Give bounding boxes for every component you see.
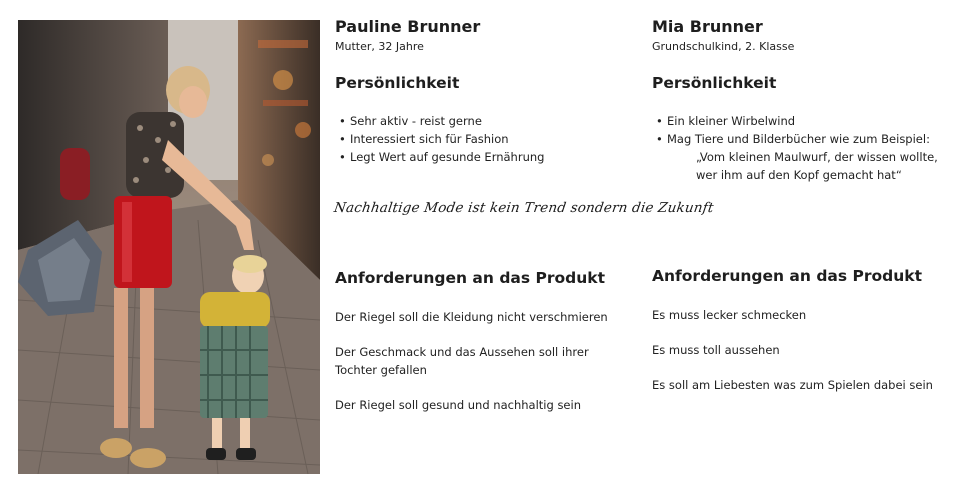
persona-name: Mia Brunner — [652, 17, 763, 36]
requirement-text: Der Geschmack und das Aussehen soll ihrer Tochter gefallen — [335, 345, 589, 377]
slogan-text: Nachhaltige Mode ist kein Trend sondern die Zukunft — [332, 200, 715, 216]
requirement-text: Der Riegel soll die Kleidung nicht verschmieren — [335, 310, 608, 324]
requirement-text: Es muss lecker schmecken — [652, 308, 807, 322]
list-item: • Interessiert sich für Fashion — [339, 130, 629, 148]
requirements-title: Anforderungen an das Produkt — [652, 267, 922, 285]
persona-subtitle: Mutter, 32 Jahre — [335, 40, 424, 53]
personality-title: Persönlichkeit — [652, 74, 777, 92]
list-item: • Sehr aktiv - reist gerne — [339, 112, 629, 130]
persona-right — [652, 16, 942, 392]
requirement-text: Es soll am Liebesten was zum Spielen dabei sein — [652, 378, 933, 392]
personality-title: Persönlichkeit — [335, 74, 460, 92]
persona-name: Pauline Brunner — [335, 17, 481, 36]
trait-list — [339, 112, 629, 166]
trait-list — [656, 112, 946, 184]
list-item: • Legt Wert auf gesunde Ernährung — [339, 148, 629, 166]
book-quote: „Vom kleinen Maulwurf, der wissen wollte, wer ihm auf den Kopf gemacht hat“ — [696, 150, 938, 182]
persona-subtitle: Grundschulkind, 2. Klasse — [652, 40, 795, 53]
list-item: • Ein kleiner Wirbelwind — [656, 112, 946, 130]
requirements-title: Anforderungen an das Produkt — [335, 269, 605, 287]
requirement-text: Der Riegel soll gesund und nachhaltig sein — [335, 398, 581, 412]
requirement-text: Es muss toll aussehen — [652, 343, 780, 357]
photo-mother-daughter — [18, 20, 320, 474]
list-item: • Mag Tiere und Bilderbücher wie zum Beispiel: — [656, 130, 946, 148]
